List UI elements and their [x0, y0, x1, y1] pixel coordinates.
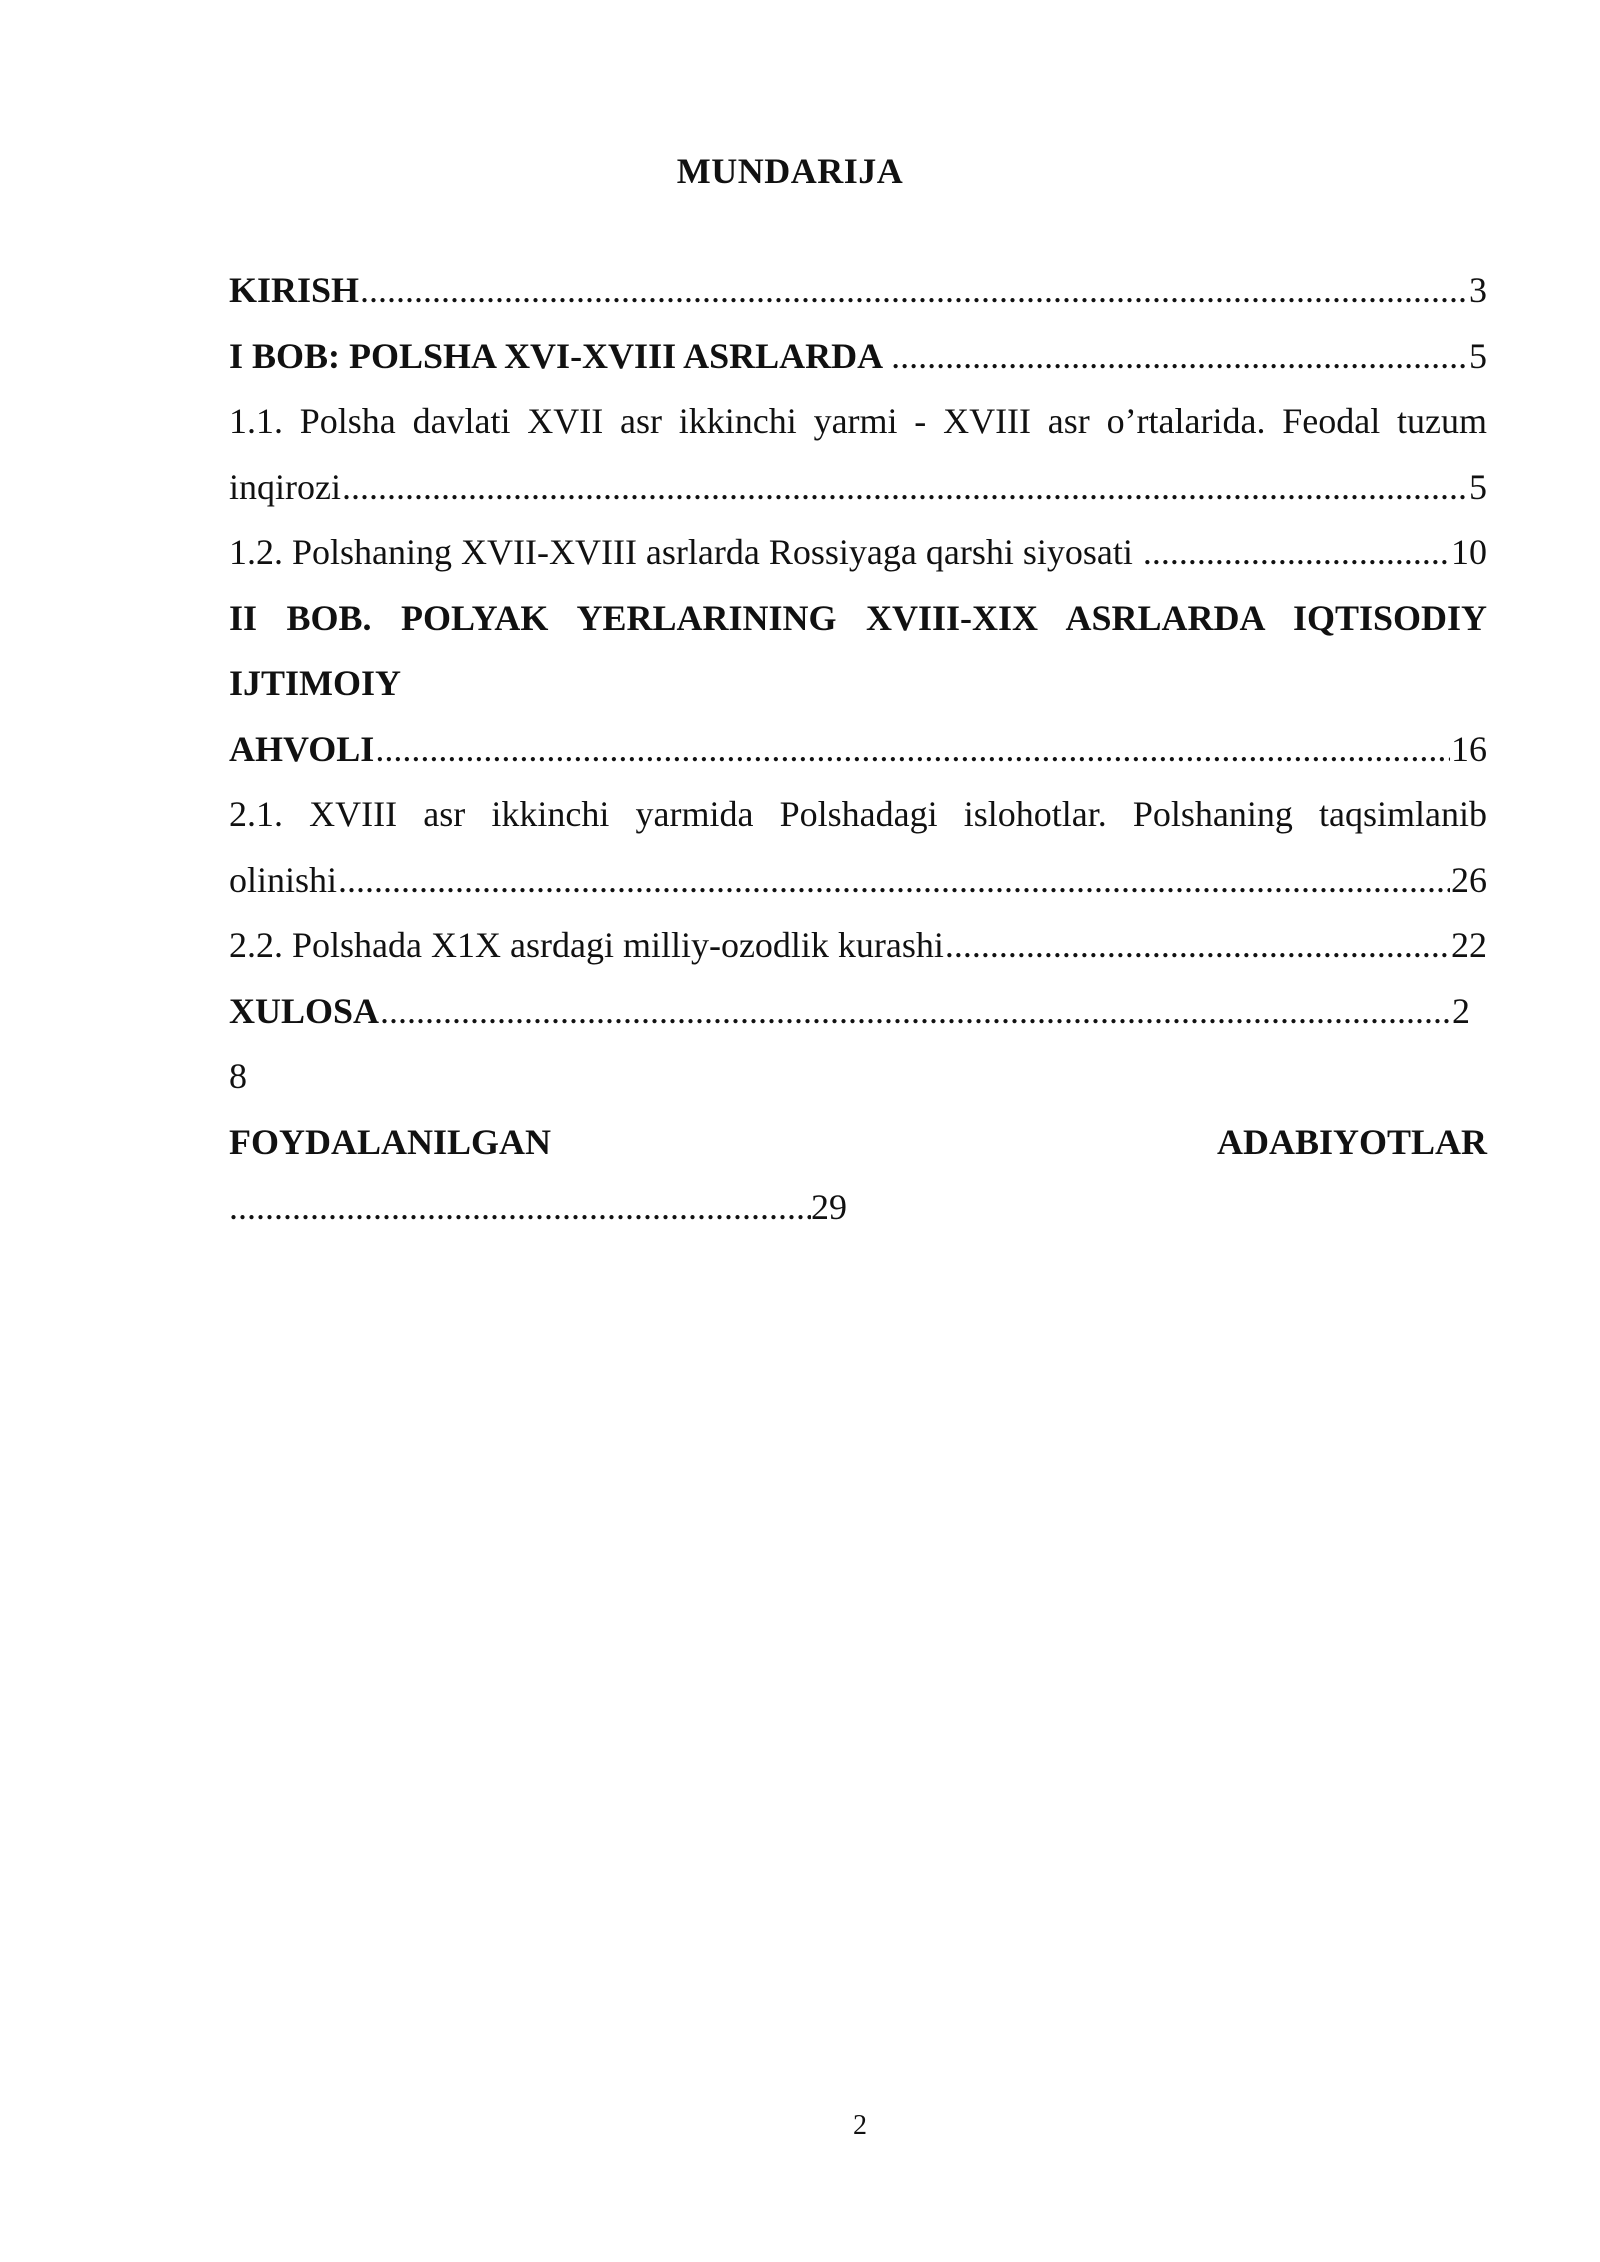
page-title: MUNDARIJA	[676, 151, 904, 191]
toc-entry-page: 5	[1469, 335, 1487, 376]
toc-entry-xulosa	[229, 979, 1487, 1045]
toc-entry-page: 2	[1452, 990, 1470, 1031]
toc-entry-label: XULOSA	[229, 990, 380, 1031]
toc-entry-s12	[229, 520, 1487, 586]
toc-entry-label-word: FOYDALANILGAN	[229, 1121, 552, 1162]
dot-leader	[375, 717, 1450, 783]
toc-entry-page: 10	[1451, 532, 1487, 572]
toc-entry-label: 2.2. Polshada X1X asrdagi milliy-ozodlik kurashi	[229, 925, 944, 965]
dot-leader	[380, 979, 1451, 1045]
toc-entry-bob2-line1: II BOB. POLYAK YERLARINING XVIII-XIX ASRLARDA IQTISODIY	[229, 597, 1487, 638]
toc-entry-page: 29	[811, 1187, 847, 1227]
toc-entry-s11-line1: 1.1. Polsha davlati XVII asr ikkinchi yarmi - XVIII asr o’rtalarida. Feodal tuzum	[229, 401, 1487, 441]
table-of-contents	[229, 258, 1487, 1241]
toc-entry-page: 22	[1451, 925, 1487, 965]
toc-entry-s21	[229, 848, 1487, 914]
dot-leader	[1143, 520, 1450, 586]
toc-entry-adabiyotlar-line1	[229, 1110, 1487, 1176]
toc-entry-kirish	[229, 258, 1487, 324]
dot-leader	[891, 324, 1468, 390]
toc-entry-adabiyotlar	[229, 1175, 1487, 1241]
dot-leader	[342, 455, 1468, 521]
toc-entry-page: 26	[1451, 859, 1487, 900]
toc-entry-xulosa-page-wrap: 8	[229, 1056, 247, 1096]
toc-entry-label: 1.2. Polshaning XVII-XVIII asrlarda Rossiyaga qarshi siyosati	[229, 532, 1142, 572]
toc-entry-label: inqirozi	[229, 466, 341, 507]
toc-entry-s21-line1: 2.1. XVIII asr ikkinchi yarmida Polshadagi islohotlar. Polshaning taqsimlanib	[229, 794, 1487, 834]
toc-entry-label: I BOB: POLSHA XVI-XVIII ASRLARDA	[229, 335, 891, 376]
toc-entry-s11	[229, 455, 1487, 521]
toc-entry-bob1	[229, 324, 1487, 390]
dot-leader	[229, 1175, 811, 1241]
toc-entry-bob2	[229, 717, 1487, 783]
page-number: 2	[853, 2110, 867, 2141]
dot-leader	[360, 258, 1468, 324]
toc-entry-label: KIRISH	[229, 270, 360, 310]
toc-entry-page: 5	[1469, 466, 1487, 507]
toc-entry-bob2-line2: IJTIMOIY	[229, 663, 402, 703]
toc-entry-label: AHVOLI	[229, 728, 375, 769]
toc-entry-s22	[229, 913, 1487, 979]
toc-entry-label-word: ADABIYOTLAR	[1216, 1121, 1487, 1162]
toc-entry-page: 3	[1469, 270, 1487, 310]
toc-entry-label: olinishi	[229, 859, 338, 900]
dot-leader	[338, 848, 1450, 914]
dot-leader	[945, 913, 1450, 979]
toc-entry-page: 16	[1451, 728, 1487, 769]
